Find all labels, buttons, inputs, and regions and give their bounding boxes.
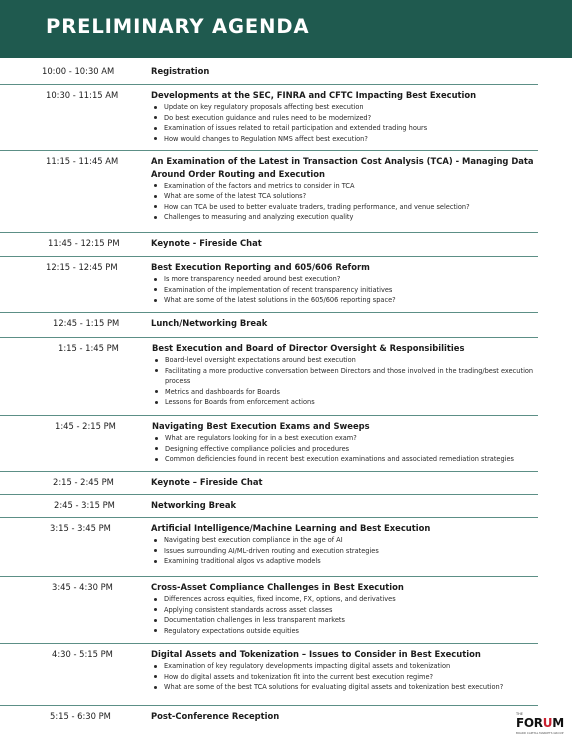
session-title: Digital Assets and Tokenization – Issues to Consider in Best Execution <box>151 649 481 659</box>
bullet-item: Designing effective compliance policies and procedures <box>151 444 546 455</box>
bullet-item: Metrics and dashboards for Boards <box>151 387 546 398</box>
session-time: 2:45 - 3:15 PM <box>54 500 115 510</box>
bullet-item: Navigating best execution compliance in the age of AI <box>150 535 545 546</box>
session-time: 12:15 - 12:45 PM <box>46 262 118 272</box>
bullet-item: How would changes to Regulation NMS affect best execution? <box>150 134 545 145</box>
row-divider <box>0 256 538 257</box>
logo-wordmark <box>516 716 564 730</box>
bullet-item: Board-level oversight expectations around best execution <box>151 355 546 366</box>
row-divider <box>0 517 538 518</box>
page-title: PRELIMINARY AGENDA <box>46 15 310 38</box>
bullet-item: Differences across equities, fixed income, FX, options, and derivatives <box>150 594 545 605</box>
bullet-item: Challenges to measuring and analyzing execution quality <box>150 212 545 223</box>
session-time: 5:15 - 6:30 PM <box>50 711 111 721</box>
bullet-item: Do best execution guidance and rules need to be modernized? <box>150 113 545 124</box>
bullet-item: Regulatory expectations outside equities <box>150 626 545 637</box>
row-divider <box>0 150 538 151</box>
row-divider <box>0 84 538 85</box>
agenda-header <box>0 0 572 58</box>
row-divider <box>0 337 538 338</box>
row-divider <box>0 312 538 313</box>
session-title: Networking Break <box>151 500 237 510</box>
bullet-item: Issues surrounding AI/ML-driven routing and execution strategies <box>150 546 545 557</box>
session-bullets <box>150 102 545 144</box>
session-time: 1:45 - 2:15 PM <box>55 421 116 431</box>
bullet-item: Examining traditional algos vs adaptive models <box>150 556 545 567</box>
session-time: 4:30 - 5:15 PM <box>52 649 113 659</box>
bullet-item: What are regulators looking for in a best execution exam? <box>151 433 546 444</box>
session-title: Lunch/Networking Break <box>151 318 268 328</box>
logo-word-a: FOR <box>516 716 543 730</box>
session-time: 1:15 - 1:45 PM <box>58 343 119 353</box>
bullet-item: Examination of the factors and metrics to consider in TCA <box>150 181 545 192</box>
bullet-item: Common deficiencies found in recent best execution examinations and associated remediation strategies <box>151 454 546 465</box>
session-bullets <box>150 181 545 223</box>
bullet-item: How do digital assets and tokenization fit into the current best execution regime? <box>150 672 545 683</box>
session-time: 10:30 - 11:15 AM <box>46 90 119 100</box>
session-bullets <box>151 355 546 408</box>
forum-logo <box>516 712 568 738</box>
row-divider <box>0 705 538 706</box>
session-bullets <box>151 433 546 465</box>
bullet-item: Update on key regulatory proposals affecting best execution <box>150 102 545 113</box>
bullet-item: Is more transparency needed around best execution? <box>150 274 545 285</box>
row-divider <box>0 643 538 644</box>
session-time: 3:15 - 3:45 PM <box>50 523 111 533</box>
logo-word-b: U <box>542 716 553 730</box>
bullet-item: Examination of the implementation of recent transparency initiatives <box>150 285 545 296</box>
session-title: Best Execution and Board of Director Oversight & Responsibilities <box>152 343 465 353</box>
session-bullets <box>150 535 545 567</box>
session-bullets <box>150 661 545 693</box>
session-title: Artificial Intelligence/Machine Learning and Best Execution <box>151 523 431 533</box>
logo-tagline: BOARD CAPITAL MARKETS GROUP <box>516 731 564 735</box>
bullet-item: Examination of key regulatory developments impacting digital assets and tokenization <box>150 661 545 672</box>
session-title: Navigating Best Execution Exams and Sweeps <box>152 421 370 431</box>
session-title: Developments at the SEC, FINRA and CFTC Impacting Best Execution <box>151 90 477 100</box>
session-time: 12:45 - 1:15 PM <box>53 318 120 328</box>
row-divider <box>0 415 538 416</box>
row-divider <box>0 494 538 495</box>
bullet-item: Documentation challenges in less transparent markets <box>150 615 545 626</box>
row-divider <box>0 471 538 472</box>
bullet-item: Examination of issues related to retail participation and extended trading hours <box>150 123 545 134</box>
row-divider <box>0 576 538 577</box>
bullet-item: Facilitating a more productive conversation between Directors and those involved in the trading/best execution process <box>151 366 546 387</box>
bullet-item: What are some of the best TCA solutions for evaluating digital assets and tokenization best execution? <box>150 682 545 693</box>
session-title: Keynote - Fireside Chat <box>151 238 262 248</box>
session-title: Cross-Asset Compliance Challenges in Best Execution <box>151 582 404 592</box>
session-title: Best Execution Reporting and 605/606 Reform <box>151 262 370 272</box>
session-title: Keynote – Fireside Chat <box>151 477 263 487</box>
session-title: Registration <box>151 66 210 76</box>
row-divider <box>0 232 538 233</box>
session-title: An Examination of the Latest in Transaction Cost Analysis (TCA) - Managing Data Around Order Routing and Execution <box>151 156 534 179</box>
session-time: 3:45 - 4:30 PM <box>52 582 113 592</box>
session-time: 2:15 - 2:45 PM <box>53 477 114 487</box>
session-bullets <box>150 594 545 636</box>
logo-word-c: M <box>552 716 564 730</box>
session-time: 10:00 - 10:30 AM <box>42 66 115 76</box>
logo-small-text: THE <box>516 712 523 716</box>
bullet-item: Applying consistent standards across asset classes <box>150 605 545 616</box>
bullet-item: What are some of the latest TCA solutions? <box>150 191 545 202</box>
session-title: Post-Conference Reception <box>151 711 280 721</box>
session-bullets <box>150 274 545 306</box>
session-time: 11:45 - 12:15 PM <box>48 238 120 248</box>
bullet-item: How can TCA be used to better evaluate traders, trading performance, and venue selection? <box>150 202 545 213</box>
bullet-item: Lessons for Boards from enforcement actions <box>151 397 546 408</box>
bullet-item: What are some of the latest solutions in the 605/606 reporting space? <box>150 295 545 306</box>
session-time: 11:15 - 11:45 AM <box>46 156 119 166</box>
